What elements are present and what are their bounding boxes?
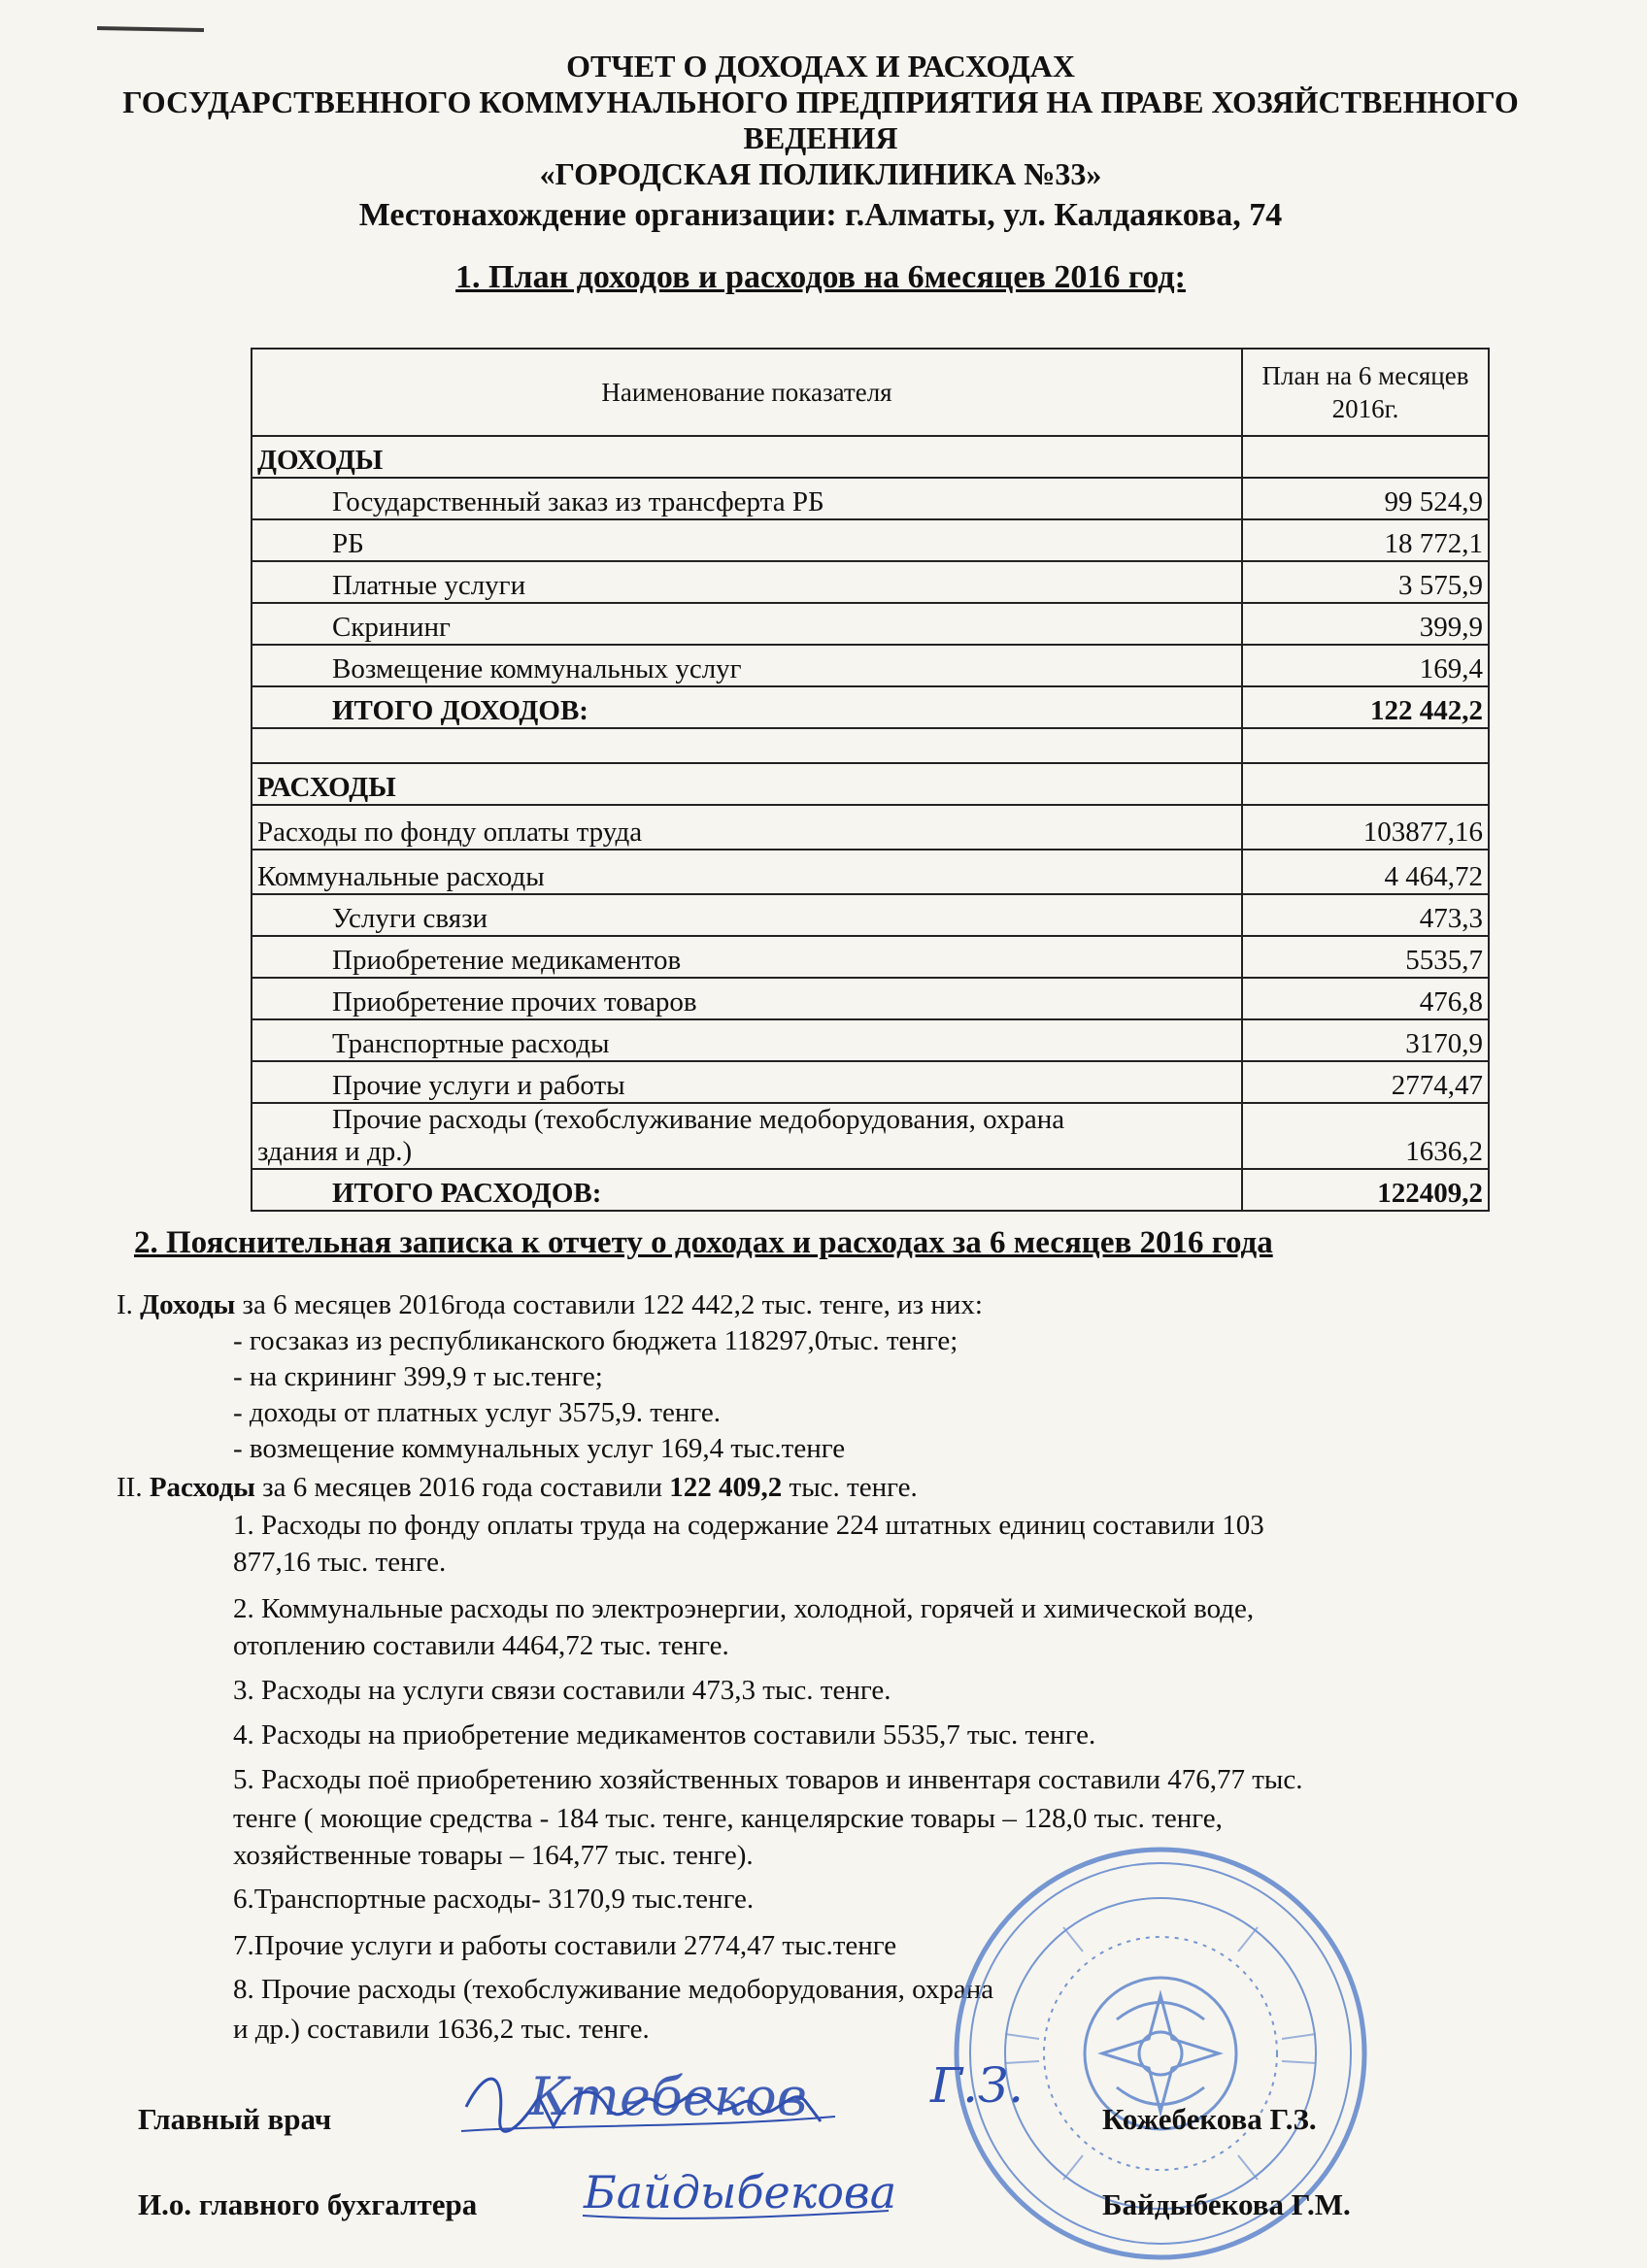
- table-row: [252, 603, 1489, 645]
- accountant-handwriting: Байдыбекова: [584, 2166, 897, 2218]
- column-header-name: Наименование показателя: [252, 349, 1242, 436]
- roman-numeral-2: II.: [117, 1472, 150, 1503]
- table-row: [252, 686, 1489, 728]
- income-keyword: Доходы: [140, 1289, 236, 1320]
- table-row: [252, 1103, 1489, 1169]
- other-expenses-label: [252, 1103, 1242, 1169]
- chief-initials-text: Г.З.: [930, 2057, 1025, 2114]
- expense-section-header: РАСХОДЫ: [252, 763, 1242, 805]
- table-header-row: [252, 349, 1489, 436]
- expense-line: отоплению составили 4464,72 тыс. тенге.: [233, 1630, 729, 1661]
- expense-line: 5. Расходы поё приобретению хозяйственных товаров и инвентаря составили 476,77 тыс.: [233, 1764, 1303, 1795]
- other-expenses-line-1: Прочие расходы (техобслуживание медоборудования, охрана: [332, 1104, 1065, 1135]
- table-row: [252, 763, 1489, 805]
- title-line-4: «ГОРОДСКАЯ ПОЛИКЛИНИКА №33»: [539, 156, 1102, 191]
- scan-mark: [97, 26, 204, 32]
- expense-summary-sum: 122 409,2: [669, 1472, 783, 1503]
- row-value: 2774,47: [1242, 1061, 1489, 1103]
- organization-location: Местонахождение организации: г.Алматы, ул. Калдаякова, 74: [358, 197, 1283, 233]
- expense-summary-unit: тыс. тенге.: [782, 1472, 918, 1503]
- income-item: - госзаказ из республиканского бюджета 118297,0тыс. тенге;: [233, 1325, 958, 1356]
- expense-line: 4. Расходы на приобретение медикаментов составили 5535,7 тыс. тенге.: [233, 1719, 1096, 1751]
- row-label: Прочие услуги и работы: [252, 1061, 1242, 1103]
- row-value: 399,9: [1242, 603, 1489, 645]
- table-row: [252, 436, 1489, 478]
- row-label: Возмещение коммунальных услуг: [252, 645, 1242, 686]
- row-label: Государственный заказ из трансферта РБ: [252, 478, 1242, 519]
- chief-doctor-name: Кожебекова Г.З.: [1102, 2102, 1317, 2136]
- row-label: Приобретение прочих товаров: [252, 978, 1242, 1019]
- row-value: 5535,7: [1242, 936, 1489, 978]
- expense-line: 8. Прочие расходы (техобслуживание медоборудования, охрана: [233, 1974, 994, 2005]
- table-row: [252, 978, 1489, 1019]
- chief-handwriting: Ктебеков: [529, 2066, 808, 2127]
- expense-line: и др.) составили 1636,2 тыс. тенге.: [233, 2014, 650, 2045]
- row-value: 3 575,9: [1242, 561, 1489, 603]
- income-item: - на скрининг 399,9 т ыс.тенге;: [233, 1361, 603, 1392]
- income-item: - возмещение коммунальных услуг 169,4 тыс.тенге: [233, 1433, 846, 1464]
- table-row: [252, 561, 1489, 603]
- roman-numeral-1: I.: [117, 1289, 141, 1320]
- expense-summary: [117, 1470, 918, 1506]
- expense-line: хозяйственные товары – 164,77 тыс. тенге).: [233, 1840, 754, 1871]
- expense-keyword: Расходы: [149, 1472, 255, 1503]
- expense-line: 2. Коммунальные расходы по электроэнергии, холодной, горячей и химической воде,: [233, 1593, 1255, 1624]
- row-label: РБ: [252, 519, 1242, 561]
- income-summary: [117, 1287, 983, 1323]
- title-line-3: ВЕДЕНИЯ: [743, 120, 898, 155]
- table-row: [252, 478, 1489, 519]
- expense-total-value: 122409,2: [1242, 1169, 1489, 1211]
- table-row: [252, 850, 1489, 894]
- row-label: Приобретение медикаментов: [252, 936, 1242, 978]
- expense-line: 1. Расходы по фонду оплаты труда на содержание 224 штатных единиц составили 103: [233, 1510, 1264, 1541]
- section-1-title: 1. План доходов и расходов на 6месяцев 2016 год:: [455, 259, 1186, 295]
- chief-accountant-title: И.о. главного бухгалтера: [138, 2187, 478, 2221]
- row-label: Скрининг: [252, 603, 1242, 645]
- expense-line: 877,16 тыс. тенге.: [233, 1547, 447, 1578]
- row-label: Расходы по фонду оплаты труда: [252, 805, 1242, 850]
- section-2-title: 2. Пояснительная записка к отчету о доходах и расходах за 6 месяцев 2016 года: [134, 1225, 1273, 1260]
- expense-summary-text: за 6 месяцев 2016 года составили: [254, 1472, 670, 1503]
- row-value: 3170,9: [1242, 1019, 1489, 1061]
- table-row: [252, 519, 1489, 561]
- row-value: 1636,2: [1242, 1103, 1489, 1169]
- column-header-plan: План на 6 месяцев 2016г.: [1242, 349, 1489, 436]
- row-label: Услуги связи: [252, 894, 1242, 936]
- income-item: - доходы от платных услуг 3575,9. тенге.: [233, 1397, 722, 1428]
- income-total-value: 122 442,2: [1242, 686, 1489, 728]
- income-total-label: ИТОГО ДОХОДОВ:: [252, 686, 1242, 728]
- expense-total-label: ИТОГО РАСХОДОВ:: [252, 1169, 1242, 1211]
- row-value: 476,8: [1242, 978, 1489, 1019]
- row-value: 18 772,1: [1242, 519, 1489, 561]
- chief-doctor-title: Главный врач: [138, 2102, 332, 2136]
- document-header: [112, 49, 1529, 297]
- chief-accountant-signature: [578, 2157, 898, 2235]
- chief-accountant-name: Байдыбекова Г.М.: [1102, 2187, 1351, 2221]
- income-summary-text: за 6 месяцев 2016года составили 122 442,2 тыс. тенге, из них:: [235, 1289, 983, 1320]
- row-value: 103877,16: [1242, 805, 1489, 850]
- table-row: [252, 805, 1489, 850]
- plan-table: [251, 348, 1490, 1212]
- table-row: [252, 936, 1489, 978]
- row-label: Коммунальные расходы: [252, 850, 1242, 894]
- row-value: 473,3: [1242, 894, 1489, 936]
- row-value: 99 524,9: [1242, 478, 1489, 519]
- table-row: [252, 894, 1489, 936]
- title-line-1: ОТЧЕТ О ДОХОДАХ И РАСХОДАХ: [566, 49, 1075, 83]
- row-value: 4 464,72: [1242, 850, 1489, 894]
- chief-doctor-signature: [447, 2049, 893, 2155]
- expense-line: 6.Транспортные расходы- 3170,9 тыс.тенге.: [233, 1884, 755, 1915]
- expense-line: 3. Расходы на услуги связи составили 473,3 тыс. тенге.: [233, 1675, 891, 1706]
- title-line-2: ГОСУДАРСТВЕННОГО КОММУНАЛЬНОГО ПРЕДПРИЯТИЯ НА ПРАВЕ ХОЗЯЙСТВЕННОГО: [122, 84, 1519, 119]
- income-section-header: ДОХОДЫ: [252, 436, 1242, 478]
- table-row: [252, 1169, 1489, 1211]
- chief-initials-handwriting: [923, 2049, 1059, 2126]
- table-row: [252, 645, 1489, 686]
- table-row: [252, 1019, 1489, 1061]
- row-label: Транспортные расходы: [252, 1019, 1242, 1061]
- row-value: 169,4: [1242, 645, 1489, 686]
- expense-line: 7.Прочие услуги и работы составили 2774,47 тыс.тенге: [233, 1930, 897, 1961]
- other-expenses-line-2: здания и др.): [257, 1136, 413, 1167]
- expense-line: тенге ( моющие средства - 184 тыс. тенге, канцелярские товары – 128,0 тыс. тенге,: [233, 1803, 1223, 1834]
- row-label: Платные услуги: [252, 561, 1242, 603]
- table-row: [252, 1061, 1489, 1103]
- table-row-empty: [252, 728, 1489, 763]
